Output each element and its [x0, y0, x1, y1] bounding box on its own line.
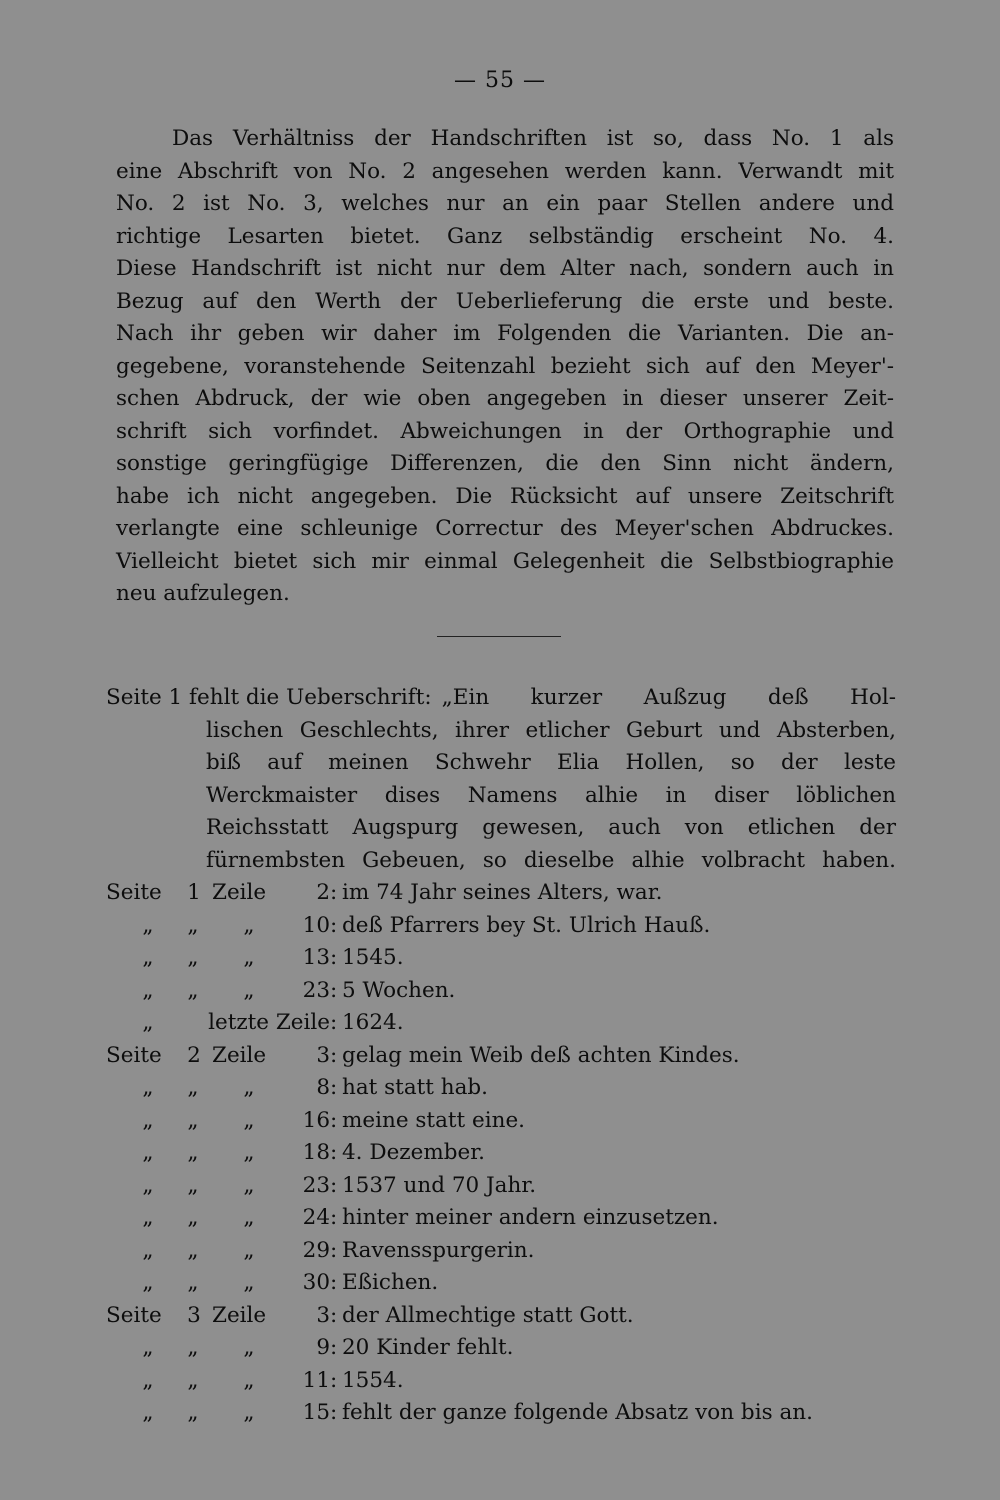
colon: :: [330, 1302, 338, 1328]
page-ref: 1: [187, 880, 201, 905]
variant-text: 20 Kinder fehlt.: [342, 1335, 514, 1360]
intro-line: habe ich nicht angegeben. Die Rücksicht auf unsere Zeitschrift: [116, 483, 894, 509]
note-row: [106, 1170, 896, 1203]
colon: :: [330, 1107, 338, 1133]
heading-note-line: lischen Geschlechts, ihrer etlicher Geburt und Absterben,: [206, 717, 896, 743]
ditto-mark: „: [187, 945, 199, 970]
note-row: [106, 975, 896, 1008]
seite-label: Seite: [106, 1302, 162, 1328]
ditto-mark: „: [142, 1400, 154, 1425]
note-row: [106, 1072, 896, 1105]
line-ref: 23: [302, 977, 330, 1003]
heading-note-line: Reichsstatt Augspurg gewesen, auch von etlichen der: [206, 815, 896, 840]
ditto-mark: „: [142, 1367, 154, 1393]
intro-line: neu aufzulegen.: [116, 581, 290, 606]
colon: :: [330, 1367, 338, 1393]
ditto-mark: „: [142, 1335, 154, 1360]
line-ref: 3: [316, 1302, 330, 1328]
heading-note-line: Werckmaister dises Namens alhie in diser löblichen: [206, 782, 896, 808]
ditto-mark: „: [142, 1075, 154, 1100]
ditto-mark: „: [142, 1237, 154, 1263]
variant-text: gelag mein Weib deß achten Kindes.: [342, 1042, 740, 1068]
line-ref: 30: [302, 1270, 330, 1295]
line-ref: 2: [316, 880, 330, 905]
intro-line: schen Abdruck, der wie oben angegeben in dieser unserer Zeit-: [116, 386, 894, 411]
ditto-mark: „: [142, 977, 154, 1003]
note-row: [106, 1332, 896, 1365]
ditto-mark: „: [243, 977, 255, 1003]
heading-note-continuation: [206, 715, 896, 878]
heading-variant-note: [106, 682, 896, 877]
note-row: [106, 1365, 896, 1398]
ditto-mark: „: [243, 1367, 255, 1393]
note-row: [106, 1267, 896, 1300]
variant-text: 1554.: [342, 1367, 404, 1393]
ditto-mark: „: [243, 1172, 255, 1198]
ditto-mark: „: [243, 1270, 255, 1295]
intro-line: eine Abschrift von No. 2 angesehen werden kann. Verwandt mit: [116, 158, 894, 184]
ditto-mark: „: [243, 912, 255, 938]
ditto-mark: „: [187, 1270, 199, 1295]
variant-text: 1545.: [342, 945, 404, 970]
variant-notes: [106, 682, 896, 1430]
line-ref: 13: [302, 945, 330, 970]
ditto-mark: „: [142, 945, 154, 970]
line-ref: 18: [302, 1140, 330, 1165]
line-ref: 15: [302, 1400, 330, 1425]
intro-paragraph: [116, 123, 894, 611]
note-row: [106, 1397, 896, 1430]
line-ref: 23: [302, 1172, 330, 1198]
line-ref: 16: [302, 1107, 330, 1133]
intro-line: Nach ihr geben wir daher im Folgenden die Varianten. Die an-: [116, 321, 894, 346]
page-ref: 2: [187, 1042, 201, 1068]
ditto-mark: „: [243, 1237, 255, 1263]
line-ref: 29: [302, 1237, 330, 1263]
ditto-mark: „: [187, 1140, 199, 1165]
ditto-mark: „: [142, 1107, 154, 1133]
intro-line: Das Verhältniss der Handschriften ist so, dass No. 1 als: [172, 126, 894, 151]
ditto-mark: „: [142, 1205, 154, 1230]
line-ref: 3: [316, 1042, 330, 1068]
zeile-label: Zeile: [212, 1302, 267, 1328]
ditto-mark: „: [243, 1205, 255, 1230]
note-row: [106, 877, 896, 910]
variant-text: hinter meiner andern einzusetzen.: [342, 1205, 719, 1230]
colon: :: [330, 1237, 338, 1263]
line-ref: 9: [316, 1335, 330, 1360]
note-row: [106, 942, 896, 975]
heading-note-lead: Seite 1 fehlt die Ueberschrift:: [106, 685, 432, 710]
colon: :: [330, 1205, 338, 1230]
colon: :: [330, 1270, 338, 1295]
variant-text: im 74 Jahr seines Alters, war.: [342, 880, 663, 905]
colon: :: [330, 977, 338, 1003]
line-ref: 8: [316, 1075, 330, 1100]
ditto-mark: „: [187, 1237, 199, 1263]
seite-label: Seite: [106, 880, 162, 905]
ditto-mark: „: [187, 1107, 199, 1133]
intro-line: sonstige geringfügige Differenzen, die den Sinn nicht ändern,: [116, 451, 894, 476]
ditto-mark: „: [187, 1172, 199, 1198]
page-number: — 55 —: [454, 68, 546, 93]
ditto-mark: „: [187, 1205, 199, 1230]
intro-line: gegebene, voranstehende Seitenzahl bezieht sich auf den Meyer'-: [116, 353, 894, 379]
ditto-mark: „: [142, 1172, 154, 1198]
intro-line: Diese Handschrift ist nicht nur dem Alter nach, sondern auch in: [116, 256, 894, 281]
ditto-mark: „: [187, 1075, 199, 1100]
colon: :: [330, 1042, 338, 1068]
variant-text: 5 Wochen.: [342, 977, 456, 1003]
intro-line: Vielleicht bietet sich mir einmal Gelegenheit die Selbstbiographie: [116, 548, 894, 574]
colon: :: [330, 1172, 338, 1198]
intro-line: Bezug auf den Werth der Ueberlieferung die erste und beste.: [116, 288, 894, 314]
heading-note-quote-start: „Ein kurzer Außzug deß Hol-: [441, 685, 896, 710]
variant-text: Ravensspurgerin.: [342, 1237, 535, 1263]
note-row: [106, 1105, 896, 1138]
letzte-zeile-label: letzte Zeile: [208, 1010, 330, 1035]
zeile-label: Zeile: [212, 880, 267, 905]
intro-line: No. 2 ist No. 3, welches nur an ein paar Stellen andere und: [116, 191, 894, 216]
note-list: [106, 877, 896, 1430]
ditto-mark: „: [187, 912, 199, 938]
ditto-mark: „: [243, 1107, 255, 1133]
variant-text: hat statt hab.: [342, 1075, 489, 1100]
line-ref: 24: [302, 1205, 330, 1230]
variant-text: deß Pfarrers bey St. Ulrich Hauß.: [342, 912, 711, 938]
ditto-mark: „: [187, 1400, 199, 1425]
variant-text: 1624.: [342, 1010, 404, 1035]
variant-text: 4. Dezember.: [342, 1140, 485, 1165]
ditto-mark: „: [142, 912, 154, 938]
ditto-mark: „: [142, 1140, 154, 1165]
note-row: [106, 1235, 896, 1268]
note-row: [106, 1007, 896, 1040]
ditto-mark: „: [243, 1400, 255, 1425]
colon: :: [330, 912, 338, 938]
ditto-mark: „: [243, 1075, 255, 1100]
note-row: [106, 1137, 896, 1170]
colon: :: [330, 1140, 338, 1165]
ditto-mark: „: [187, 1335, 199, 1360]
variant-text: Eßichen.: [342, 1270, 439, 1295]
intro-line: schrift sich vorfindet. Abweichungen in der Orthographie und: [116, 418, 894, 444]
ditto-mark: „: [187, 977, 199, 1003]
intro-line: verlangte eine schleunige Correctur des Meyer'schen Abdruckes.: [116, 516, 894, 541]
colon: :: [330, 1010, 338, 1035]
line-ref: 10: [302, 912, 330, 938]
variant-text: 1537 und 70 Jahr.: [342, 1172, 537, 1198]
variant-text: fehlt der ganze folgende Absatz von bis an.: [342, 1400, 813, 1425]
variant-text: der Allmechtige statt Gott.: [342, 1302, 634, 1328]
ditto-mark: „: [142, 1010, 154, 1035]
ditto-mark: „: [142, 1270, 154, 1295]
seite-label: Seite: [106, 1042, 162, 1068]
ditto-mark: „: [243, 1140, 255, 1165]
note-row: [106, 1300, 896, 1333]
colon: :: [330, 1335, 338, 1360]
section-divider: [437, 636, 561, 637]
ditto-mark: „: [243, 1335, 255, 1360]
note-row: [106, 1040, 896, 1073]
colon: :: [330, 1075, 338, 1100]
colon: :: [330, 945, 338, 970]
heading-note-line: biß auf meinen Schwehr Elia Hollen, so der leste: [206, 750, 896, 775]
colon: :: [330, 1400, 338, 1425]
variant-text: meine statt eine.: [342, 1107, 526, 1133]
ditto-mark: „: [187, 1367, 199, 1393]
colon: :: [330, 880, 338, 905]
note-row: [106, 910, 896, 943]
intro-line: richtige Lesarten bietet. Ganz selbständig erscheint No. 4.: [116, 223, 894, 249]
ditto-mark: „: [243, 945, 255, 970]
page-ref: 3: [187, 1302, 201, 1328]
heading-note-line: fürnembsten Gebeuen, so dieselbe alhie volbracht haben.: [206, 847, 896, 873]
line-ref: 11: [302, 1367, 330, 1393]
zeile-label: Zeile: [212, 1042, 267, 1068]
note-row: [106, 1202, 896, 1235]
